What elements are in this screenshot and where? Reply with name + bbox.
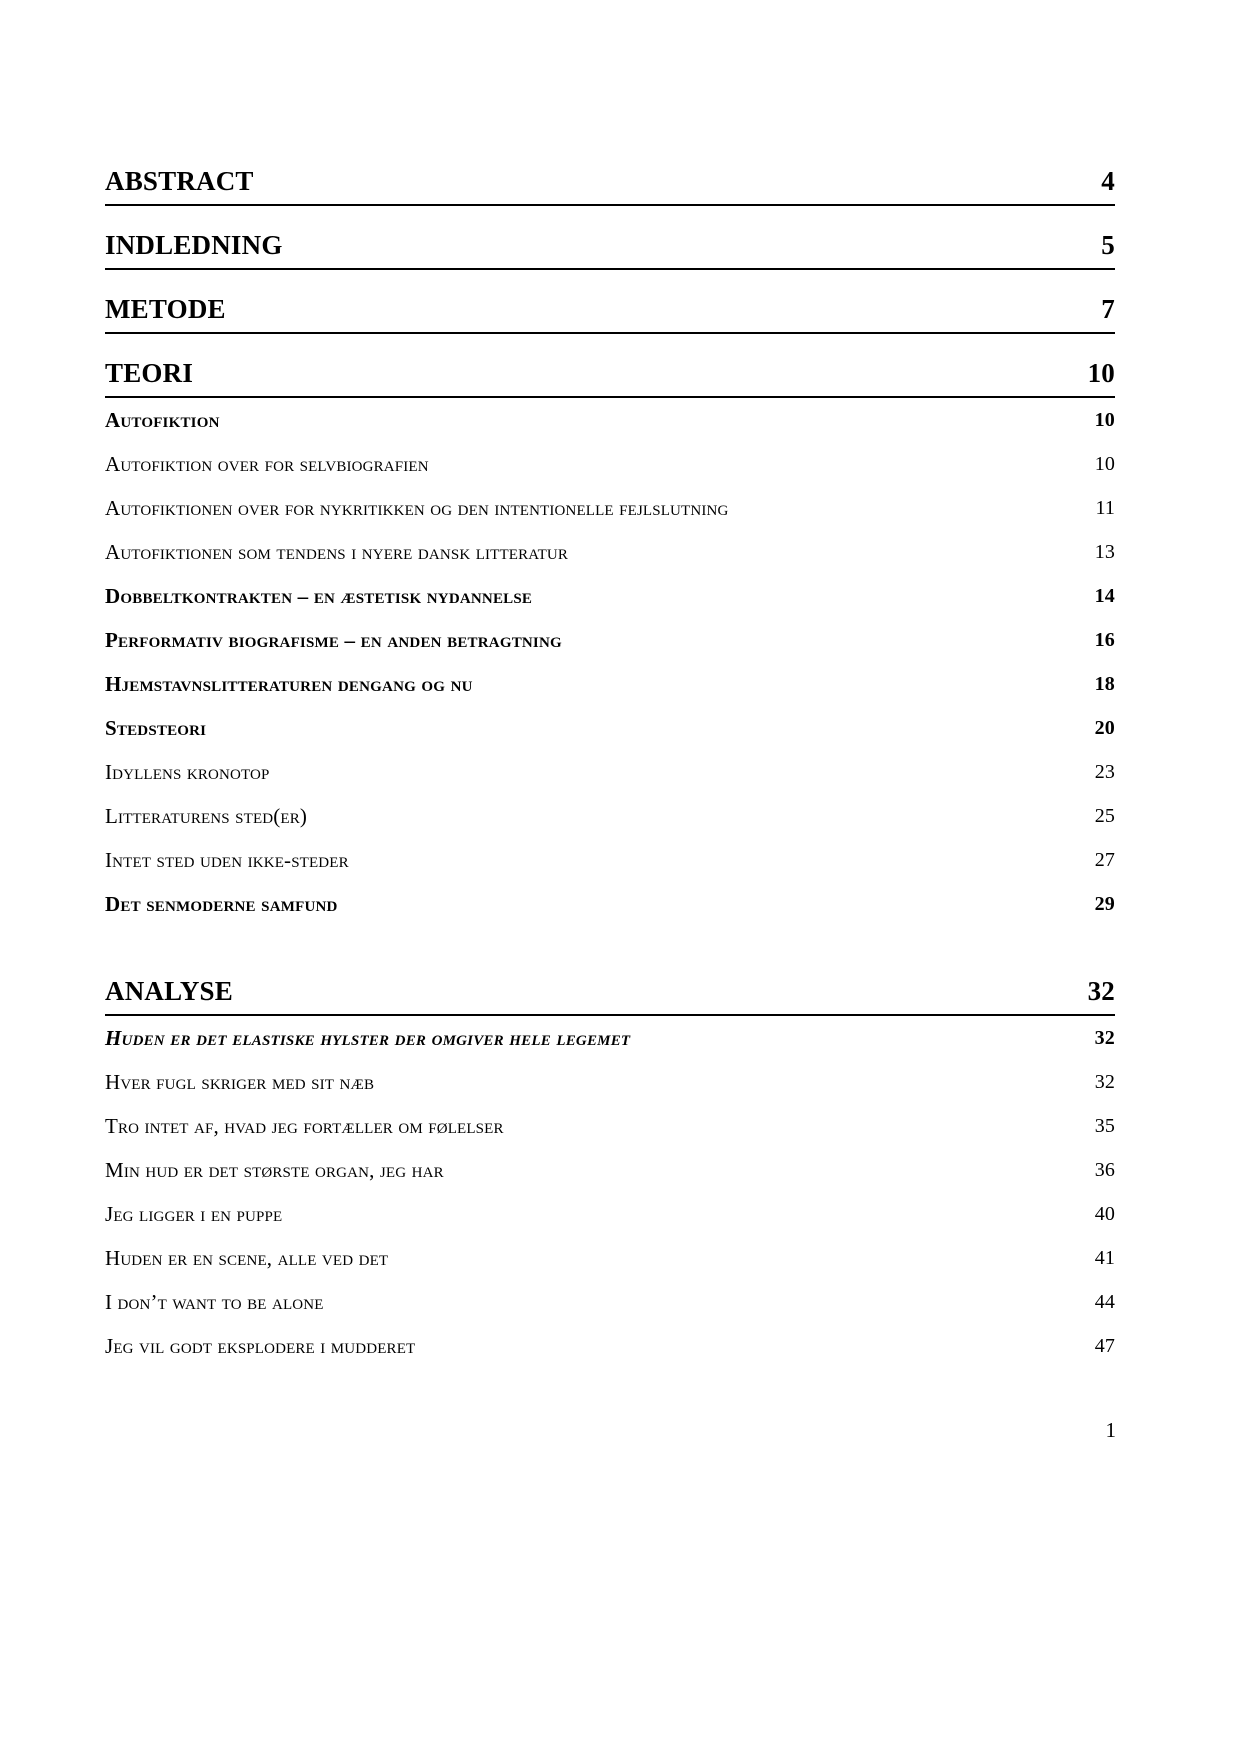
toc-entry-page-number: 35 <box>1094 1115 1115 1137</box>
toc-entry-autofiktionen-tendens[interactable] <box>105 530 1115 574</box>
section-spacer <box>105 206 1115 232</box>
toc-entry-teori[interactable] <box>105 360 1115 398</box>
section-spacer <box>105 334 1115 360</box>
toc-entry-title: TEORI <box>105 358 194 388</box>
toc-entry-hjemstavnslitteraturen[interactable] <box>105 662 1115 706</box>
toc-entry-autofiktionen-nykritikken[interactable] <box>105 486 1115 530</box>
toc-entry-i-dont-want-to-be-alone[interactable] <box>105 1280 1115 1324</box>
toc-entry-page-number: 32 <box>1094 1071 1115 1093</box>
toc-entry-title: Autofiktionen som tendens i nyere dansk litteratur <box>105 539 569 564</box>
toc-entry-page-number: 18 <box>1094 673 1115 695</box>
toc-entry-title: METODE <box>105 294 226 324</box>
toc-entry-page-number: 40 <box>1094 1203 1115 1225</box>
toc-entry-jeg-vil-godt-eksplodere[interactable] <box>105 1324 1115 1368</box>
toc-entry-intet-sted-uden-ikke-steder[interactable] <box>105 838 1115 882</box>
toc-entry-litteraturens-steder[interactable] <box>105 794 1115 838</box>
toc-entry-tro-intet-af[interactable] <box>105 1104 1115 1148</box>
toc-entry-page-number: 14 <box>1094 585 1115 607</box>
section-spacer <box>105 270 1115 296</box>
toc-entry-title: Tro intet af, hvad jeg fortæller om følelser <box>105 1113 504 1138</box>
toc-entry-title: Performativ biografisme – en anden betragtning <box>105 627 562 652</box>
toc-entry-page-number: 47 <box>1094 1335 1115 1357</box>
toc-entry-title: Autofiktionen over for nykritikken og den intentionelle fejlslutning <box>105 495 729 520</box>
toc-entry-title: Huden er det elastiske hylster der omgiver hele legemet <box>105 1025 631 1050</box>
toc-entry-huden-er-det-elastiske-hylster[interactable] <box>105 1016 1115 1060</box>
toc-entry-stedsteori[interactable] <box>105 706 1115 750</box>
toc-entry-title: Intet sted uden ikke-steder <box>105 847 349 872</box>
toc-entry-page-number: 23 <box>1094 761 1115 783</box>
toc-entry-abstract[interactable] <box>105 168 1115 206</box>
toc-entry-title: Jeg ligger i en puppe <box>105 1201 283 1226</box>
toc-entry-metode[interactable] <box>105 296 1115 334</box>
folio-page-number: 1 <box>1105 1418 1116 1442</box>
toc-entry-page-number: 13 <box>1094 541 1115 563</box>
toc-entry-idyllens-kronotop[interactable] <box>105 750 1115 794</box>
toc-entry-title: INDLEDNING <box>105 230 283 260</box>
toc-entry-title: Min hud er det største organ, jeg har <box>105 1157 444 1182</box>
toc-entry-title: Idyllens kronotop <box>105 759 270 784</box>
toc-entry-page-number: 25 <box>1094 805 1115 827</box>
toc-entry-title: I don’t want to be alone <box>105 1289 324 1314</box>
toc-entry-analyse[interactable] <box>105 978 1115 1016</box>
toc-entry-title: Huden er en scene, alle ved det <box>105 1245 389 1270</box>
toc-entry-page-number: 32 <box>1087 976 1115 1006</box>
toc-entry-title: Hver fugl skriger med sit næb <box>105 1069 375 1094</box>
toc-entry-title: Autofiktion over for selvbiografien <box>105 451 429 476</box>
section-spacer <box>105 926 1115 978</box>
toc-entry-min-hud-storste-organ[interactable] <box>105 1148 1115 1192</box>
toc-entry-page-number: 44 <box>1094 1291 1115 1313</box>
toc-entry-page-number: 41 <box>1094 1247 1115 1269</box>
toc-entry-title: Det senmoderne samfund <box>105 891 338 916</box>
toc-entry-title: Hjemstavnslitteraturen dengang og nu <box>105 671 473 696</box>
toc-entry-page-number: 7 <box>1101 294 1115 324</box>
toc-entry-title: Autofiktion <box>105 407 220 432</box>
toc-entry-page-number: 10 <box>1094 409 1115 431</box>
toc-entry-title: Litteraturens sted(er) <box>105 803 308 828</box>
toc-entry-dobbeltkontrakten[interactable] <box>105 574 1115 618</box>
toc-entry-det-senmoderne-samfund[interactable] <box>105 882 1115 926</box>
table-of-contents <box>105 168 1115 1368</box>
toc-entry-title: Stedsteori <box>105 715 207 740</box>
toc-entry-page-number: 27 <box>1094 849 1115 871</box>
toc-entry-title: ABSTRACT <box>105 166 254 196</box>
toc-entry-autofiktion-selvbiografien[interactable] <box>105 442 1115 486</box>
toc-entry-hver-fugl-skriger[interactable] <box>105 1060 1115 1104</box>
toc-entry-page-number: 5 <box>1101 230 1115 260</box>
toc-entry-page-number: 16 <box>1094 629 1115 651</box>
toc-entry-jeg-ligger-i-en-puppe[interactable] <box>105 1192 1115 1236</box>
toc-entry-page-number: 10 <box>1087 358 1115 388</box>
toc-entry-page-number: 29 <box>1094 893 1115 915</box>
toc-entry-page-number: 36 <box>1094 1159 1115 1181</box>
toc-entry-performativ-biografisme[interactable] <box>105 618 1115 662</box>
toc-entry-autofiktion[interactable] <box>105 398 1115 442</box>
toc-entry-title: Dobbeltkontrakten – en æstetisk nydannelse <box>105 583 533 608</box>
toc-entry-title: Jeg vil godt eksplodere i mudderet <box>105 1333 416 1358</box>
toc-entry-page-number: 4 <box>1101 166 1115 196</box>
toc-entry-indledning[interactable] <box>105 232 1115 270</box>
toc-entry-title: ANALYSE <box>105 976 233 1006</box>
toc-entry-huden-er-en-scene[interactable] <box>105 1236 1115 1280</box>
toc-entry-page-number: 11 <box>1095 497 1115 519</box>
toc-entry-page-number: 20 <box>1094 717 1115 739</box>
toc-entry-page-number: 10 <box>1094 453 1115 475</box>
toc-entry-page-number: 32 <box>1094 1027 1115 1049</box>
